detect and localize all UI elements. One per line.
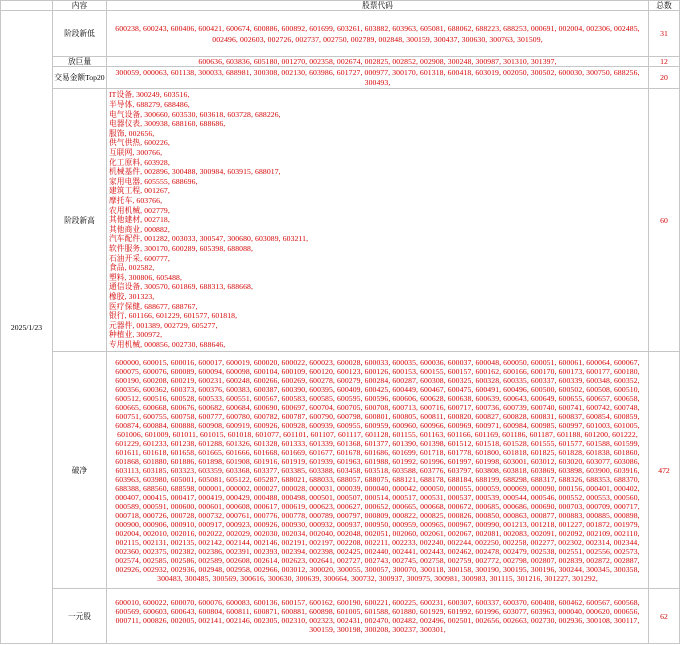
row-total: 12 [649, 57, 680, 67]
stock-code-line: 家用电器, 605555, 688696, [109, 176, 198, 186]
stock-code-line: 603963, 603980, 605001, 605081, 605122, 605287, 688021, 688033, 688057, 688075, 688121, 688178, 688184, 688199, 688298, 688317, 688326, 688353, 688370, [115, 474, 640, 484]
stock-code-line: 其他商业, 000882, [109, 224, 170, 234]
stock-code-line: 000407, 000415, 000417, 000419, 000429, 000488, 000498, 000501, 000507, 000514, 000517, 000531, 000537, 000539, 000544, 000546, 000552, 000553, 000560, [115, 492, 640, 502]
row-total: 20 [649, 67, 680, 89]
row-total: 31 [649, 11, 680, 57]
header-total: 总数 [649, 1, 680, 11]
stock-code-line: 002115, 002131, 002135, 002142, 002144, 002146, 002191, 002197, 002208, 002211, 002233, 002240, 002244, 002250, 002258, 002277, 002302, 002314, 002344, [115, 537, 640, 547]
stock-code-line: 半导体, 688279, 688486, [109, 100, 190, 110]
row-total: 62 [649, 589, 680, 644]
table-body [1, 11, 680, 644]
stock-code-line: 600751, 600755, 600758, 600777, 600780, 600782, 600787, 600790, 600798, 600801, 600805, 600811, 600820, 600827, 600828, 600831, 600837, 600854, 600859, [115, 411, 640, 421]
table-row [1, 57, 680, 67]
stock-code-line: 600356, 600362, 600373, 600376, 600383, 600387, 600390, 600395, 600409, 600425, 600449, 600467, 600475, 600491, 600496, 600500, 600502, 600508, 600510, [115, 384, 640, 394]
stock-code-line: 塑料, 300806, 605488, [109, 272, 183, 282]
stock-code-line: 通信设备, 300570, 601869, 688313, 688668, [109, 282, 253, 292]
stock-code-line: 600636, 603836, 605180, 001270, 002358, 002674, 002825, 002852, 002908, 300248, 300987, 301310, 301397, [198, 57, 557, 66]
row-label: 阶段新高 [53, 89, 107, 352]
stock-code-line: 医疗保健, 688677, 688767, [109, 301, 198, 311]
stock-code-line: 300493, [364, 77, 391, 87]
stock-code-line: 建筑工程, 001267, [109, 186, 170, 196]
stock-code-line: 互联网, 300766, [109, 148, 163, 158]
stock-code-line: 600190, 600208, 600219, 600231, 600248, 600266, 600269, 600278, 600279, 600284, 600287, 600308, 600325, 600328, 600335, 600337, 600339, 600348, 600352, [115, 375, 640, 385]
stock-code-line: 000711, 000826, 002005, 002141, 002146, 002305, 002310, 002323, 002431, 002470, 002482, 002496, 002501, 002656, 002663, 002730, 002936, 300108, 300117, [115, 616, 640, 625]
stock-codes-cell [107, 589, 649, 644]
stock-codes-cell [107, 352, 649, 589]
stock-code-line: 供气供热, 600226, [109, 138, 170, 148]
stock-code-line: 元器件, 001389, 002729, 605277, [109, 320, 218, 330]
stock-codes-cell [107, 57, 649, 67]
stock-code-line: 软件服务, 300170, 600289, 605398, 688088, [109, 243, 253, 253]
stock-code-line: 002004, 002010, 002016, 002022, 002029, 002030, 002034, 002040, 002048, 002051, 002060, 002061, 002067, 002081, 002083, 002091, 002092, 002109, 002110, [115, 528, 640, 538]
row-label: 一元股 [53, 589, 107, 644]
stock-code-line: 银行, 601166, 601229, 601577, 601818, [109, 311, 238, 321]
table-row [1, 352, 680, 589]
row-label: 放巨量 [53, 57, 107, 67]
stock-codes-cell [107, 89, 649, 352]
stock-code-line: 300483, 300485, 300569, 300616, 300630, 300639, 300664, 300732, 300937, 300975, 300981, 300983, 301115, 301216, 301227, 301292, [157, 573, 598, 583]
table-row [1, 89, 680, 352]
stock-code-line: 摩托车, 603766, [109, 196, 163, 206]
stock-code-line: 601611, 601618, 601658, 601665, 601666, 601668, 601669, 601677, 601678, 601686, 601699, 601718, 601778, 601800, 601818, 601825, 601828, 601838, 601860, [115, 447, 640, 457]
stock-code-line: 002926, 002932, 002936, 002948, 002958, 002966, 003012, 300020, 300055, 300057, 300070, 300118, 300158, 300190, 300195, 300196, 300244, 300345, 300358, [115, 564, 640, 574]
row-label: 阶段新低 [53, 11, 107, 57]
table-row [1, 67, 680, 89]
stock-code-line: 601868, 601880, 601886, 601898, 601908, 601916, 601919, 601939, 601963, 601988, 601992, 601996, 601997, 601998, 603001, 603012, 603020, 603077, 603086, [115, 456, 640, 466]
row-total: 472 [649, 352, 680, 589]
stock-code-line: 食品, 002582, [109, 263, 155, 273]
stock-code-line: 000589, 000591, 000600, 000601, 000608, 000617, 000619, 000623, 000627, 000652, 000665, 000668, 000672, 000685, 000686, 000690, 000703, 000709, 000717, [115, 501, 640, 511]
stock-code-line: 种植业, 300972, [109, 330, 163, 340]
stock-code-line: 其他建材, 002718, [109, 215, 170, 225]
stock-code-line: 600665, 600668, 600676, 600682, 600684, 600690, 600697, 600704, 600705, 600708, 600713, 600716, 600717, 600736, 600739, 600740, 600741, 600742, 600748, [115, 402, 640, 412]
stock-code-line: 化工原料, 603928, [109, 157, 170, 167]
stock-code-line: 002496, 002603, 002726, 002737, 002750, 002789, 002848, 300159, 300437, 300630, 300763, 301509, [212, 34, 543, 44]
stock-code-line: 服饰, 002656, [109, 128, 155, 138]
stock-code-line: 603113, 603185, 603323, 603359, 603368, 603377, 603385, 603388, 603458, 603518, 603588, 603776, 603797, 603808, 603818, 603869, 603898, 603900, 603916, [115, 465, 640, 475]
stock-codes-cell [107, 67, 649, 89]
header-content: 内容 [53, 1, 107, 11]
stock-code-line: 机械基件, 002896, 300488, 300984, 603915, 688017, [109, 167, 281, 177]
stock-code-line: 002574, 002585, 002586, 002589, 002608, 002614, 002623, 002641, 002727, 002743, 002745, 002758, 002759, 002772, 002798, 002807, 002839, 002872, 002887, [115, 555, 640, 565]
row-label: 破净 [53, 352, 107, 589]
header-row [1, 1, 680, 11]
stock-code-line: 600000, 600015, 600016, 600017, 600019, 600020, 600022, 600023, 600028, 600033, 600035, 600036, 600037, 600048, 600050, 600051, 600061, 600064, 600067, [115, 357, 640, 367]
stock-code-line: 农用机械, 002779, [109, 205, 170, 215]
stock-code-line: 电气设备, 300660, 603530, 603618, 603728, 688226, [109, 109, 281, 119]
stock-code-line: 专用机械, 000856, 002730, 688646, [109, 339, 226, 349]
table-header [1, 1, 680, 11]
stock-code-line: 电器仪表, 300938, 688160, 688686, [109, 119, 226, 129]
stock-code-line: 000718, 000726, 000728, 000732, 000761, 000776, 000778, 000789, 000797, 000809, 000822, 000825, 000826, 000850, 000863, 000877, 000883, 000885, 000898, [115, 510, 640, 520]
stock-code-line: 002360, 002375, 002382, 002386, 002391, 002393, 002394, 002398, 002425, 002440, 002441, 002443, 002462, 002478, 002479, 002538, 002551, 002556, 002573, [115, 546, 640, 556]
stock-code-line: 300159, 300198, 300208, 300237, 300301, [309, 625, 446, 634]
stock-code-line: 601006, 601009, 601011, 601015, 601018, 601077, 601101, 601107, 601117, 601128, 601155, 601163, 601166, 601169, 601186, 601187, 601188, 601200, 601222, [117, 429, 638, 439]
table-row [1, 589, 680, 644]
stock-code-line: 601229, 601233, 601238, 601288, 601326, 601328, 601333, 601339, 601368, 601377, 601390, 601398, 601512, 601518, 601528, 601555, 601577, 601588, 601599, [115, 438, 640, 448]
stock-code-line: 600569, 600603, 600643, 600804, 600811, 600871, 600881, 600898, 601005, 601588, 601880, 601929, 601992, 601996, 603077, 603963, 000040, 000620, 000656, [115, 607, 640, 616]
stock-code-line: 汽车配件, 001282, 003033, 300547, 300680, 603089, 603211, [109, 234, 309, 244]
stock-code-line: 600512, 600516, 600528, 600533, 600551, 600567, 600583, 600585, 600595, 600596, 600606, 600628, 600638, 600639, 600643, 600649, 600655, 600657, 600658, [115, 393, 640, 403]
table-row [1, 11, 680, 57]
stock-code-line: 600238, 600243, 600406, 600421, 600674, 600886, 600892, 601699, 603261, 603882, 603963, 605081, 688062, 688223, 688253, 000691, 002004, 002306, 002485, [115, 23, 640, 33]
header-codes: 股票代码 [107, 1, 649, 11]
row-label: 交易金额Top20 [53, 67, 107, 89]
stock-code-line: 688388, 688560, 688598, 000001, 000002, 000027, 000028, 000031, 000039, 000040, 000042, 000050, 000055, 000059, 000069, 000090, 000156, 000401, 000402, [115, 483, 640, 493]
stock-code-line: 000900, 000906, 000910, 000917, 000923, 000926, 000930, 000932, 000937, 000950, 000959, 000965, 000967, 000990, 001213, 001218, 001227, 001872, 001979, [115, 519, 640, 529]
stock-code-line: IT设备, 300249, 603516, [109, 90, 190, 100]
stock-code-line: 石油开采, 600777, [109, 253, 170, 263]
stock-code-line: 600010, 600022, 600070, 600076, 600083, 600136, 600157, 600162, 600190, 600221, 600225, 600231, 600307, 600337, 600370, 600408, 600462, 600567, 600568, [115, 598, 640, 607]
stock-code-line: 600874, 600884, 600888, 600908, 600919, 600926, 600928, 600939, 600955, 600959, 600960, 600966, 600969, 600971, 600984, 600985, 600997, 601003, 601005, [115, 420, 640, 430]
date-cell: 2025/1/23 [1, 11, 53, 644]
stock-code-line: 300059, 000063, 601138, 300033, 688981, 300308, 002130, 603986, 601727, 000977, 300170, 601318, 600418, 603019, 002050, 300502, 600030, 300750, 688256, [115, 67, 640, 77]
stock-code-line: 600075, 600076, 600089, 600094, 600098, 600104, 600109, 600120, 600123, 600126, 600153, 600155, 600157, 600162, 600166, 600170, 600173, 600177, 600180, [115, 366, 640, 376]
header-date [1, 1, 53, 11]
stock-codes-cell [107, 11, 649, 57]
row-total: 60 [649, 89, 680, 352]
stock-code-line: 橡胶, 301323, [109, 291, 155, 301]
